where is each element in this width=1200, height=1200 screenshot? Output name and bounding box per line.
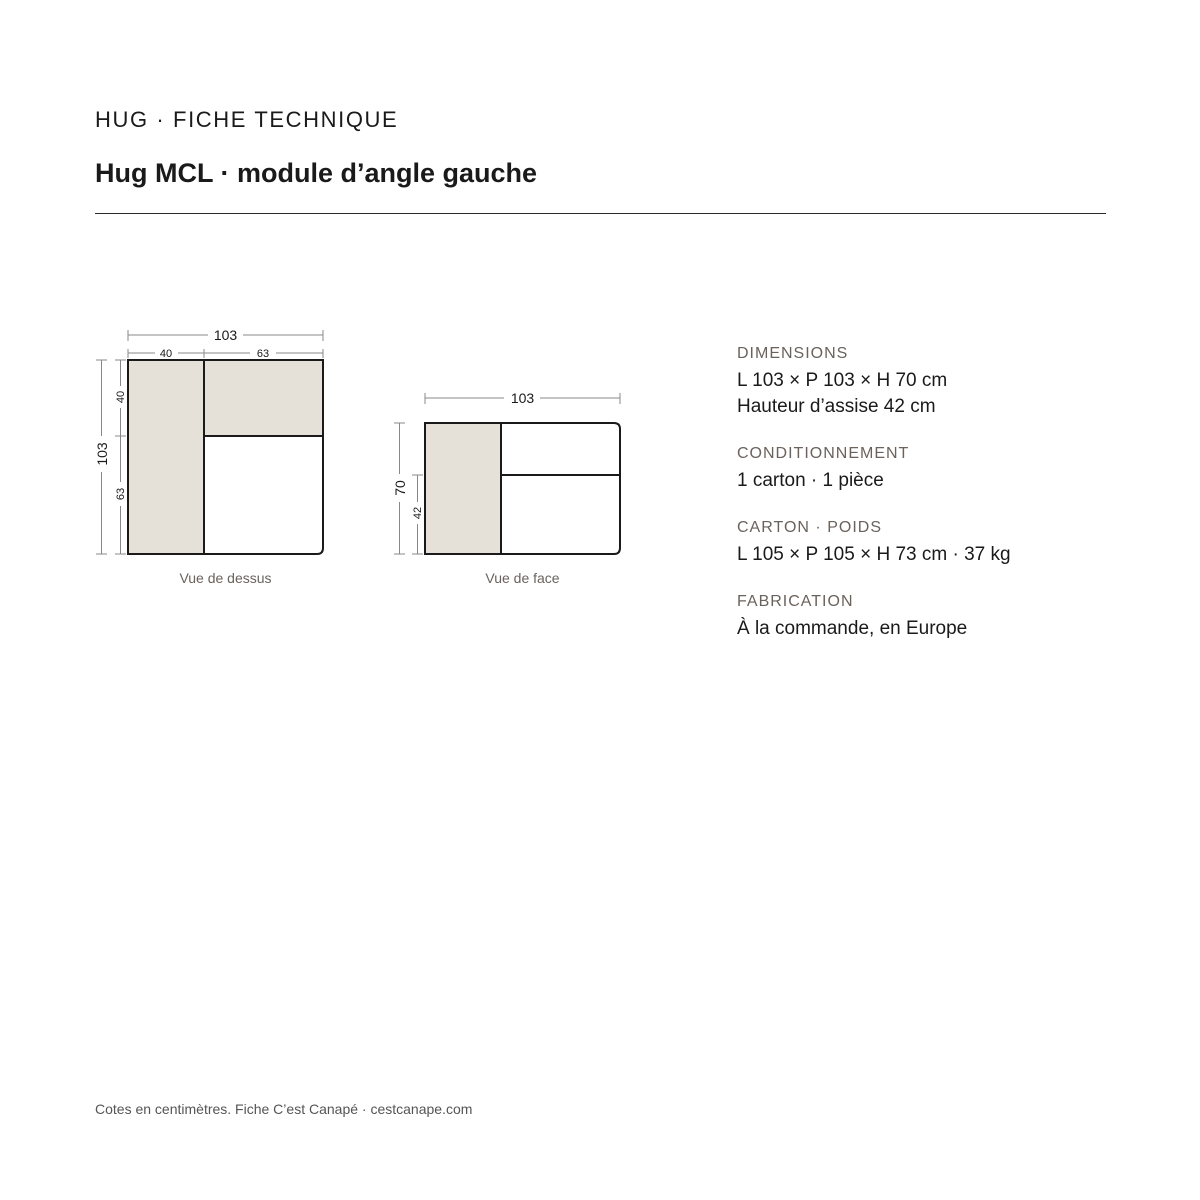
spec-value: L 105 × P 105 × H 73 cm · 37 kg <box>737 544 1011 565</box>
spec-value: L 103 × P 103 × H 70 cm <box>737 370 948 391</box>
spec-value: 1 carton · 1 pièce <box>737 470 884 491</box>
spec-label: CONDITIONNEMENT <box>737 445 910 462</box>
spec-label: FABRICATION <box>737 593 854 610</box>
top-armrest-shape <box>128 360 204 554</box>
dim-top-back-depth-label: 40 <box>115 390 127 404</box>
dim-front-seat-height-label: 42 <box>412 506 424 520</box>
top-backrest-shape <box>204 360 323 436</box>
dim-top-seat-width-label: 40 <box>159 348 173 360</box>
specifications-panel <box>737 344 1157 666</box>
dim-front-width-label: 103 <box>510 390 535 406</box>
spec-manufacturing <box>737 592 1157 642</box>
front-armrest-shape <box>425 423 501 554</box>
spec-label: DIMENSIONS <box>737 345 849 362</box>
dim-top-total-width-label: 103 <box>213 327 238 343</box>
front-seat-shape <box>501 475 620 554</box>
spec-value: À la commande, en Europe <box>737 618 968 639</box>
document-eyebrow: HUG · FICHE TECHNIQUE <box>95 107 399 132</box>
front-view-caption: Vue de face <box>485 570 560 586</box>
spec-packaging <box>737 444 1157 494</box>
dim-top-total-depth-label: 103 <box>94 442 110 466</box>
dim-top-back-width-label: 63 <box>256 348 270 360</box>
dim-top-sub-depths <box>115 360 126 554</box>
top-view <box>94 327 323 586</box>
spec-value: Hauteur d’assise 42 cm <box>737 396 936 417</box>
top-seat-shape <box>204 436 323 554</box>
dim-front-height-label: 70 <box>392 480 408 496</box>
spec-carton-weight <box>737 518 1157 568</box>
document-title: Hug MCL · module d’angle gauche <box>95 158 538 188</box>
footer-note: Cotes en centimètres. Fiche C’est Canapé · cestcanape.com <box>95 1101 473 1117</box>
dim-top-seat-depth-label: 63 <box>115 487 127 501</box>
top-view-caption: Vue de dessus <box>179 570 272 586</box>
spec-dimensions <box>737 344 1157 420</box>
front-view <box>392 390 620 586</box>
dim-top-sub-widths <box>128 349 323 358</box>
front-backrest-shape <box>501 423 620 475</box>
spec-label: CARTON · POIDS <box>737 519 882 536</box>
